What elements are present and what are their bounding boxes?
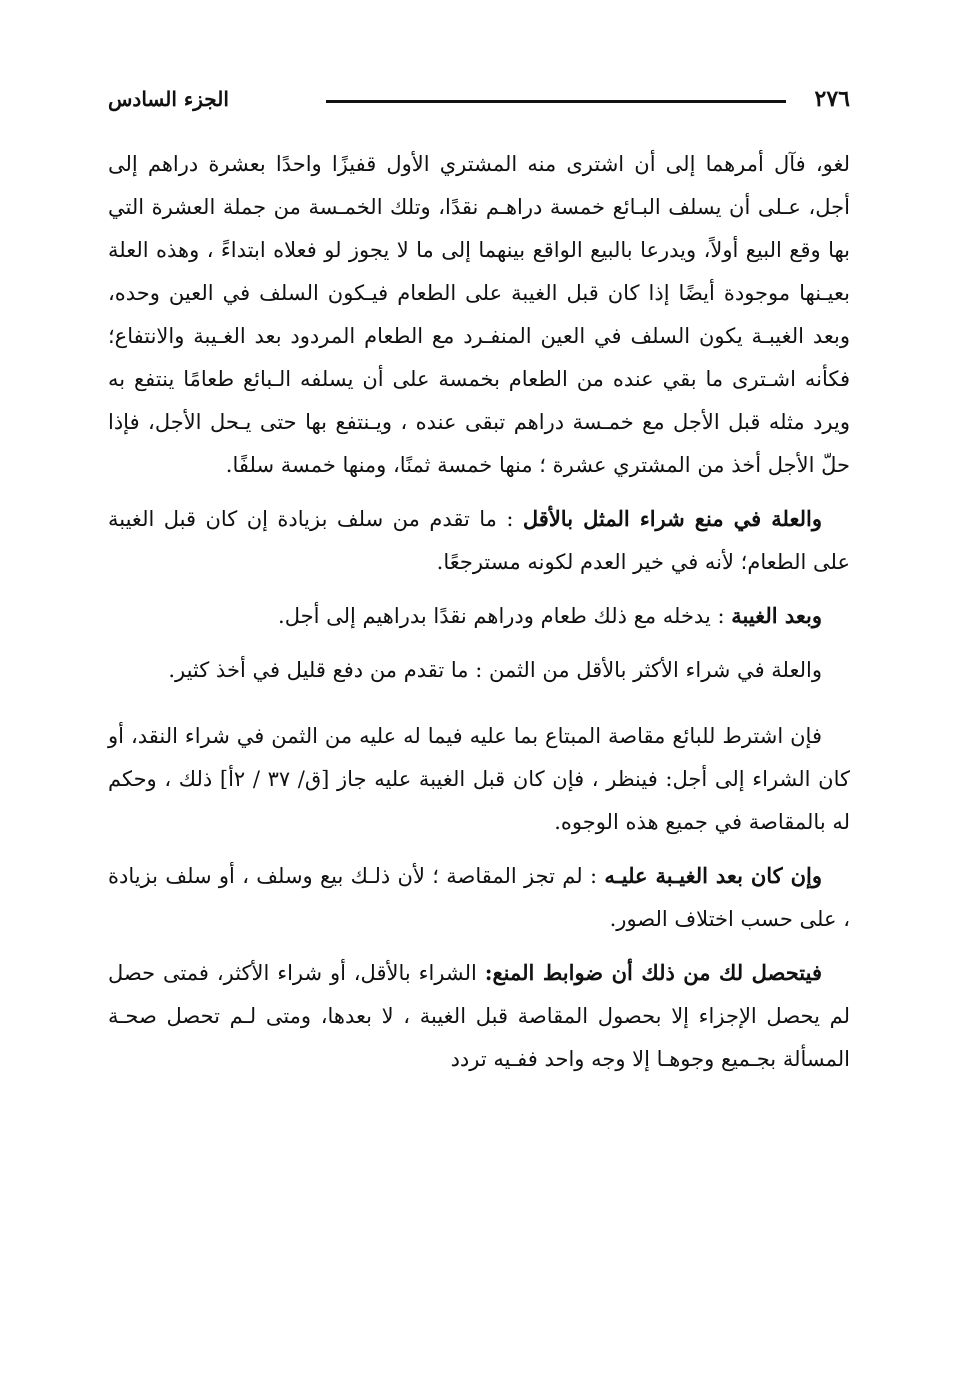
paragraph-3 [108, 594, 850, 638]
paragraph-7-text: الشراء بالأقل، أو شراء الأكثر، فمتى حصل لم يحصل الإجزاء إلا بحصول المقاصة قبل الغيبة ، لا بعدها، ومتى لـم تحصل صحـة المسألة بجـميع وجوهـا إلا وجه واحد ففـيه تردد [108, 961, 850, 1071]
paragraph-3-lead: وبعد الغيبة [731, 603, 822, 628]
paragraph-5 [108, 714, 850, 844]
paragraph-5-text: فإن اشترط للبائع مقاصة المبتاع بما عليه فيما له عليه من الثمن في شراء النقد، أو كان الشراء إلى أجل: فينظر ، فإن كان قبل الغيبة عليه جاز [ق/ ٣٧ / ٢أ] ذلك ، وحكم له بالمقاصة في جميع هذه الوجوه. [108, 724, 850, 834]
page-number: ٢٧٦ [814, 86, 850, 112]
paragraph-6 [108, 854, 850, 941]
paragraph-3-text: : يدخله مع ذلك طعام ودراهم نقدًا بدراهيم إلى أجل. [278, 604, 725, 628]
paragraph-2-lead: والعلة في منع شراء المثل بالأقل [522, 506, 822, 531]
header-rule [326, 100, 786, 103]
paragraph-6-text: : لم تجز المقاصة ؛ لأن ذلـك بيع وسلف ، أو سلف بزيادة ، على حسب اختلاف الصور. [108, 864, 850, 931]
paragraph-7-lead: فيتحصل لك من ذلك أن ضوابط المنع: [484, 960, 823, 985]
paragraph-4-text: والعلة في شراء الأكثر بالأقل من الثمن : ما تقدم من دفع قليل في أخذ كثير. [168, 658, 822, 682]
paragraph-6-lead: وإن كان بعد الغيـبة عليـه [604, 863, 822, 888]
paragraph-2-text: : ما تقدم من سلف بزيادة إن كان قبل الغيبة على الطعام؛ لأنه في خير العدم لكونه مسترجعًا. [108, 507, 850, 574]
running-title: الجزء السادس [108, 87, 229, 111]
paragraph-1 [108, 142, 850, 487]
paragraph-2 [108, 497, 850, 584]
page-body [108, 142, 850, 1081]
page-header [108, 82, 850, 116]
paragraph-1-text: لغو، فآل أمرهما إلى أن اشترى منه المشتري الأول قفيزًا واحدًا بعشرة دراهم إلى أجل، عـلى أن يسلف البـائع خمسة دراهـم نقدًا، وتلك الخمـسة من جملة العشرة التي بها وقع البيع أولاً، ويدرعا بالبيع الواقع بينهما إلى ما لا يجوز لو فعلاه ابتداءً ، وهذه العلة بعيـنها موجودة أيضًا إذا كان قبل الغيبة على الطعام فيـكون السلف في العين وحده، وبعد الغيبـة يكون السلف في العين المنفـرد مع الطعام المردود بعد الغـيبة والانتفاع؛ فكأنه اشـترى ما بقي عنده من الطعام بخمسة على أن يسلفه الـبائع طعامًا ينتفع به ويرد مثله قبل الأجل مع خمـسة دراهم تبقى عنده ، ويـنتفع بها حتى يـحل الأجل، فإذا حلّ الأجل أخذ من المشتري عشرة ؛ منها خمسة ثمنًا، ومنها خمسة سلفًا. [108, 152, 850, 477]
paragraph-4 [108, 648, 850, 692]
paragraph-7 [108, 951, 850, 1081]
